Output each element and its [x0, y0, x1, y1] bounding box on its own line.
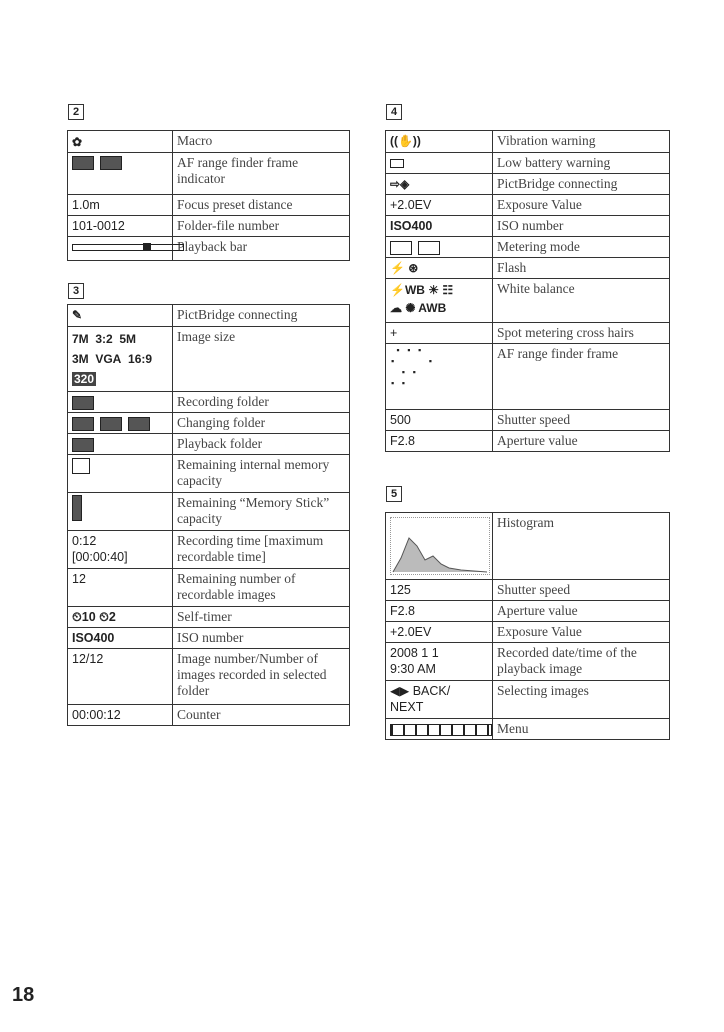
- table-row: ✎ PictBridge connecting: [68, 305, 350, 327]
- menu-strip-icon: [390, 724, 492, 736]
- playback-folder-icon: [72, 438, 94, 452]
- flash-icon: ⚡ ⊛: [390, 261, 419, 275]
- table-row: Changing folder: [68, 413, 350, 434]
- section-label-4: 4: [386, 104, 402, 120]
- page-number: 18: [12, 984, 35, 1006]
- table-row: ⏲10 ⏲2 Self-timer: [68, 607, 350, 628]
- section-label-2: 2: [68, 104, 84, 120]
- low-battery-icon: [390, 159, 404, 168]
- table-row: ◀▶ BACK/ NEXT Selecting images: [386, 681, 670, 719]
- table-row: Low battery warning: [386, 153, 670, 174]
- changing-folder-icon: [72, 417, 94, 431]
- table-row: Playback bar: [68, 236, 350, 260]
- table-row: 12 Remaining number of recordable images: [68, 569, 350, 607]
- table-row: 00:00:12 Counter: [68, 705, 350, 726]
- memory-stick-icon: [72, 495, 82, 521]
- table-row: Remaining “Memory Stick” capacity: [68, 493, 350, 531]
- table-row: 7M 3:2 5M 3M VGA 16:9 320 Image size: [68, 327, 350, 392]
- changing-folder-icon: [100, 417, 122, 431]
- table-row: F2.8 Aperture value: [386, 431, 670, 452]
- table-row: + Spot metering cross hairs: [386, 323, 670, 344]
- changing-folder-icon: [128, 417, 150, 431]
- af-frame-indicator-icon: [72, 156, 94, 170]
- table-row: ⇨◈ PictBridge connecting: [386, 174, 670, 195]
- table-row: ISO400 ISO number: [386, 216, 670, 237]
- table-row: ✿ Macro: [68, 131, 350, 153]
- section-5-table: [385, 512, 670, 740]
- table-row: ⚡ ⊛ Flash: [386, 258, 670, 279]
- table-row: 125 Shutter speed: [386, 580, 670, 601]
- table-row: ISO400 ISO number: [68, 628, 350, 649]
- internal-memory-icon: [72, 458, 90, 474]
- af-frame-indicator-icon: [100, 156, 122, 170]
- table-row: 101-0012 Folder-file number: [68, 215, 350, 236]
- white-balance-icon: ⚡WB ☀ ☷: [390, 283, 454, 297]
- section-label-5: 5: [386, 486, 402, 502]
- metering-mode-icon: [418, 241, 440, 255]
- histogram-icon: [390, 517, 490, 575]
- table-row: ((✋)) Vibration warning: [386, 131, 670, 153]
- table-row: AF range finder frame indicator: [68, 152, 350, 194]
- section-4-table: [385, 130, 670, 452]
- vibration-warning-icon: ((✋)): [390, 134, 421, 148]
- playback-bar-icon: [72, 244, 184, 251]
- pictbridge-connecting-icon: ⇨◈: [390, 177, 410, 191]
- table-row: +2.0EV Exposure Value: [386, 622, 670, 643]
- table-row: 1.0m Focus preset distance: [68, 194, 350, 215]
- metering-mode-icon: [390, 241, 412, 255]
- image-size-icon: 7M 3:2 5M: [72, 332, 137, 346]
- table-row: Playback folder: [68, 434, 350, 455]
- recording-folder-icon: [72, 396, 94, 410]
- image-size-icon: 320: [74, 372, 95, 386]
- table-row: ▪ ▪ ▪ ▪ ▪ ▪ ▪ ▪ ▪ AF range finder frame: [386, 344, 670, 410]
- table-row: 12/12 Image number/Number of images recorded in selected folder: [68, 649, 350, 705]
- af-range-finder-frame-icon: ▪ ▪ ▪ ▪ ▪ ▪ ▪ ▪ ▪: [390, 346, 434, 389]
- table-row: ⚡WB ☀ ☷ ☁ ✺ AWB White balance: [386, 279, 670, 323]
- section-label-3: 3: [68, 283, 84, 299]
- table-row: F2.8 Aperture value: [386, 601, 670, 622]
- self-timer-icon: ⏲10 ⏲2: [68, 607, 173, 628]
- table-row: Menu: [386, 719, 670, 740]
- table-row: 500 Shutter speed: [386, 410, 670, 431]
- table-row: 0:12 [00:00:40] Recording time [maximum recordable time]: [68, 531, 350, 569]
- table-row: Recording folder: [68, 392, 350, 413]
- section-3-table: [67, 304, 350, 726]
- section-2-table: [67, 130, 350, 261]
- table-row: Remaining internal memory capacity: [68, 455, 350, 493]
- pictbridge-icon: ✎: [72, 308, 83, 322]
- table-row: Histogram: [386, 513, 670, 580]
- white-balance-icon: ☁ ✺ AWB: [390, 301, 447, 315]
- image-size-icon: 3M VGA 16:9: [72, 352, 153, 366]
- table-row: 2008 1 1 9:30 AM Recorded date/time of the playback image: [386, 643, 670, 681]
- macro-icon: ✿: [72, 134, 83, 149]
- table-row: +2.0EV Exposure Value: [386, 195, 670, 216]
- table-row: Metering mode: [386, 237, 670, 258]
